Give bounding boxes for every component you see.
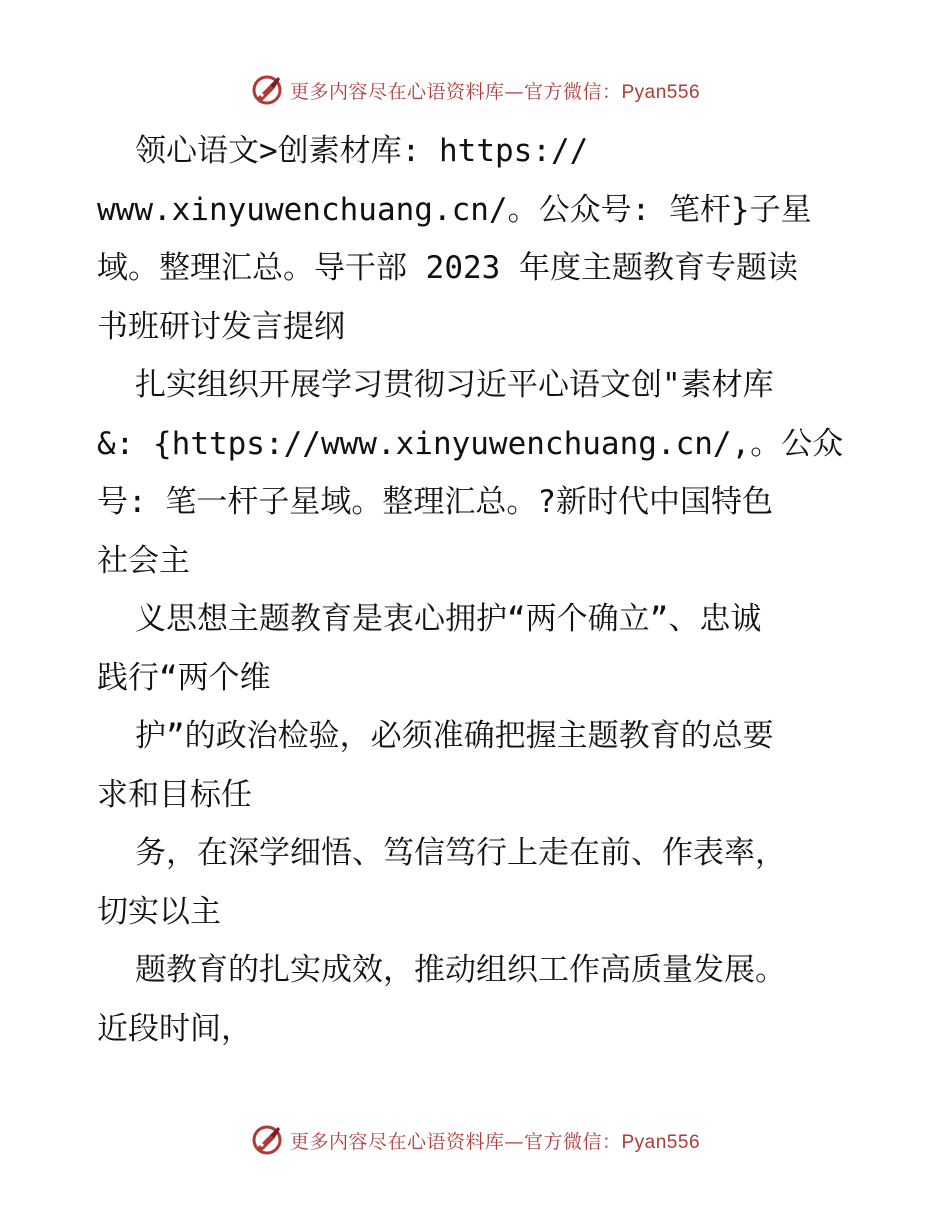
body-line: 务，在深学细悟、笃信笃行上走在前、作表率， xyxy=(135,835,786,871)
body-line: 践行“两个维 xyxy=(97,659,271,696)
body-line: 切实以主 xyxy=(97,893,221,930)
fountain-pen-logo-icon xyxy=(250,1123,284,1157)
body-line: 域。整理汇总。导干部 2023 年度主题教育专题读 xyxy=(97,250,798,286)
body-line: 义思想主题教育是衷心拥护“两个确立”、忠诚 xyxy=(135,601,762,637)
body-line: 领心语文>创素材库: https:// xyxy=(135,133,589,169)
document-body xyxy=(97,122,857,1058)
header-banner-text xyxy=(290,77,700,104)
body-line: 书班研讨发言提纲 xyxy=(97,308,345,345)
footer-banner-handle: Pyan556 xyxy=(621,1131,701,1153)
body-line: 近段时间， xyxy=(97,1010,252,1047)
body-line: 题教育的扎实成效，推动组织工作高质量发展。 xyxy=(135,952,786,988)
header-banner-handle: Pyan556 xyxy=(621,81,701,103)
header-banner-label: 更多内容尽在心语资料库—官方微信： xyxy=(289,80,622,103)
body-line: 护”的政治检验，必须准确把握主题教育的总要 xyxy=(135,718,774,754)
footer-banner-label: 更多内容尽在心语资料库—官方微信： xyxy=(289,1130,622,1153)
body-line: 号: 笔一杆子星域。整理汇总。?新时代中国特色 xyxy=(97,484,773,520)
body-line: 社会主 xyxy=(97,542,190,579)
footer-banner xyxy=(0,1120,950,1160)
fountain-pen-logo-icon xyxy=(250,73,284,107)
body-line: 求和目标任 xyxy=(97,776,252,813)
footer-banner-text xyxy=(290,1127,700,1154)
body-line: &: {https://www.xinyuwenchuang.cn/,。公众 xyxy=(97,425,844,462)
header-banner xyxy=(0,70,950,110)
body-line: 扎实组织开展学习贯彻习近平心语文创"素材库 xyxy=(135,367,774,403)
body-line: www.xinyuwenchuang.cn/。公众号: 笔杆}子星 xyxy=(97,191,812,228)
